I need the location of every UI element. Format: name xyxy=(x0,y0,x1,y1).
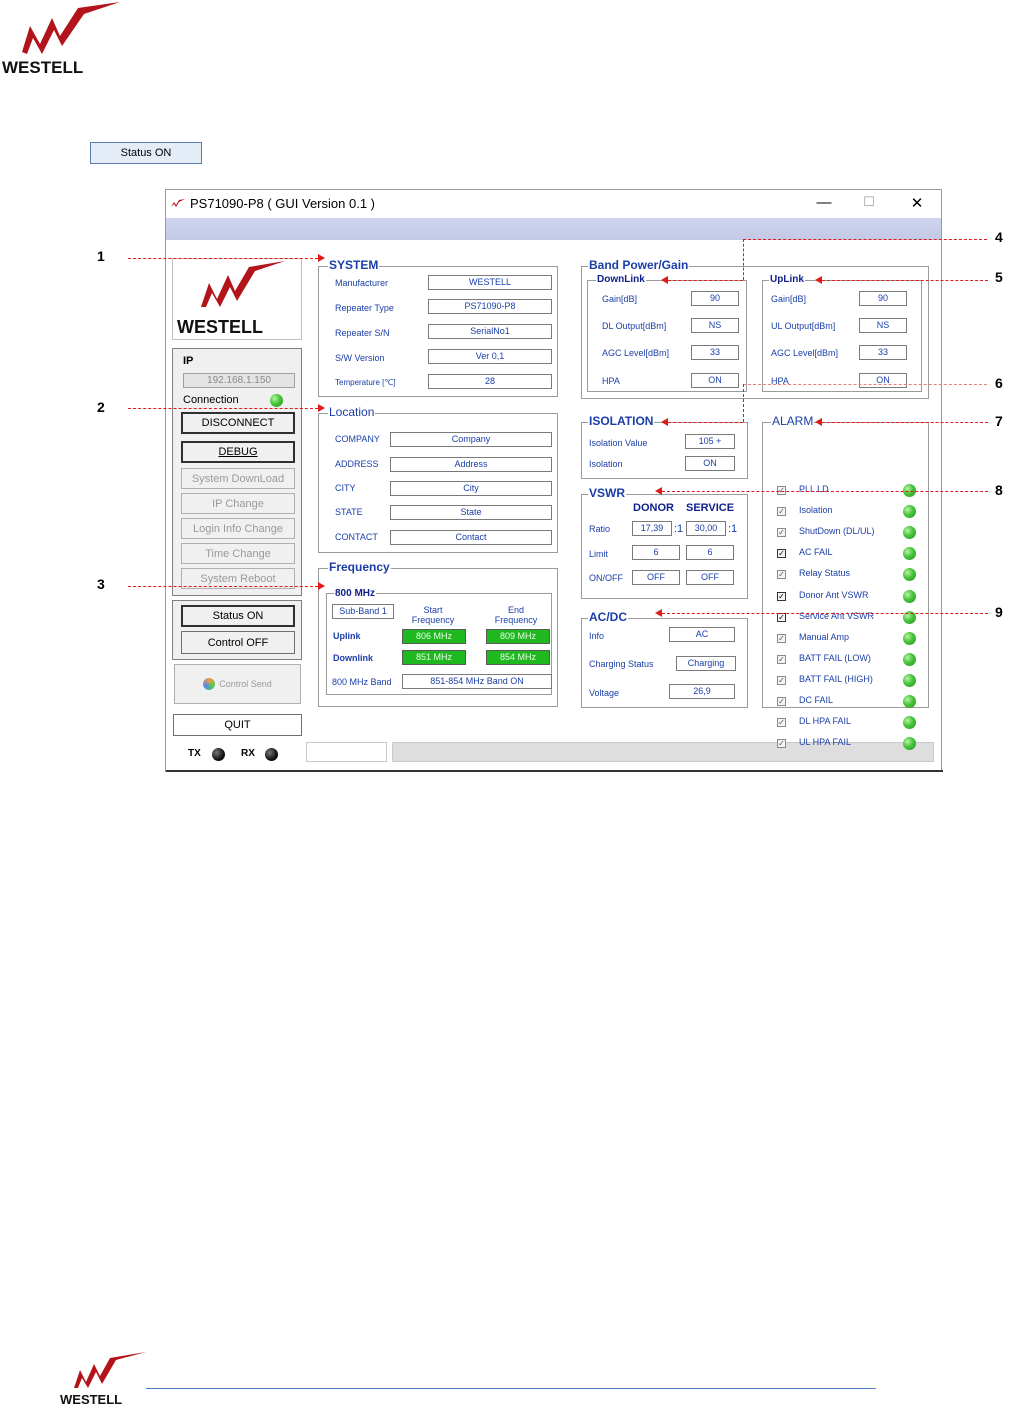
status-on-button-top[interactable]: Status ON xyxy=(90,142,202,164)
donor-onoff-field[interactable]: OFF xyxy=(632,570,680,585)
dl-hpa-field[interactable]: ON xyxy=(691,373,739,388)
westell-w-mark-icon xyxy=(187,261,287,311)
callout-7-arrow xyxy=(815,418,822,426)
connection-label: Connection xyxy=(183,394,239,406)
dl-gain-field[interactable]: 90 xyxy=(691,291,739,306)
palette-icon xyxy=(203,678,215,690)
city-field[interactable]: City xyxy=(390,481,552,496)
callout-4-arrow xyxy=(661,276,668,284)
uplink-start-field[interactable]: 806 MHz xyxy=(402,629,466,644)
alarm-status-led xyxy=(903,653,916,666)
charging-field[interactable]: Charging xyxy=(676,656,736,671)
alarm-checkbox[interactable]: ✓ xyxy=(778,570,785,580)
repeater-type-field[interactable]: PS71090-P8 xyxy=(428,299,552,314)
ul-agc-field[interactable]: 33 xyxy=(859,345,907,360)
debug-button[interactable]: DEBUG xyxy=(181,441,295,463)
repeater-sn-label: Repeater S/N xyxy=(335,328,390,338)
ratio-label: Ratio xyxy=(589,524,611,534)
downlink-start-field[interactable]: 851 MHz xyxy=(402,650,466,665)
callout-9-arrow xyxy=(655,609,662,617)
isolation-state-label: Isolation xyxy=(589,459,623,469)
system-download-button[interactable]: System DownLoad xyxy=(181,468,295,489)
alarm-checkbox[interactable]: ✓ xyxy=(778,697,785,706)
acdc-title: AC/DC xyxy=(589,610,627,624)
title-bar xyxy=(166,190,941,218)
service-onoff-field[interactable]: OFF xyxy=(686,570,734,585)
status-field xyxy=(306,742,387,762)
dl-agc-label: AGC Level[dBm] xyxy=(602,348,670,358)
donor-ratio-suffix: :1 xyxy=(674,523,684,535)
donor-header: DONOR xyxy=(633,502,674,514)
contact-label: CONTACT xyxy=(335,532,378,542)
brand-name-top: WESTELL xyxy=(2,58,84,77)
alarm-label: Manual Amp xyxy=(799,631,850,642)
connection-status-led xyxy=(270,394,283,407)
ip-change-button[interactable]: IP Change xyxy=(181,493,295,514)
alarm-title: ALARM xyxy=(772,414,814,428)
alarm-label: DC FAIL xyxy=(799,695,834,705)
callout-8-arrow xyxy=(655,487,662,495)
isolation-value-field[interactable]: 105 + xyxy=(685,434,735,449)
alarm-label: Service Ant VSWR xyxy=(799,610,875,621)
login-info-change-button[interactable]: Login Info Change xyxy=(181,518,295,539)
westell-logo-footer xyxy=(56,1352,148,1408)
window-title: PS71090-P8 ( GUI Version 0.1 ) xyxy=(190,196,375,211)
alarm-checkbox[interactable]: ✓ xyxy=(778,718,785,728)
end-frequency-header: End Frequency xyxy=(494,605,538,625)
close-button[interactable]: ✕ xyxy=(910,195,924,212)
left-logo-box xyxy=(172,258,302,340)
voltage-label: Voltage xyxy=(589,688,620,698)
alarm-checkbox[interactable]: ✓ xyxy=(778,528,785,538)
ip-label: IP xyxy=(183,355,194,367)
ul-agc-label: AGC Level[dBm] xyxy=(771,348,839,358)
connection-panel xyxy=(172,348,302,596)
ul-output-field[interactable]: NS xyxy=(859,318,907,333)
service-ratio-field[interactable]: 30,00 xyxy=(686,521,726,536)
rx-label: RX xyxy=(241,748,255,759)
brand-name-footer: WESTELL xyxy=(60,1392,123,1407)
limit-label: Limit xyxy=(589,549,609,559)
quit-button[interactable]: QUIT xyxy=(173,714,302,736)
onoff-label: ON/OFF xyxy=(589,573,623,583)
ip-field[interactable]: 192.168.1.150 xyxy=(183,373,295,388)
callout-5-line xyxy=(822,280,988,281)
dl-gain-label: Gain[dB] xyxy=(602,294,638,304)
alarm-checkbox[interactable]: ✓ xyxy=(778,633,785,643)
callout-6-line-h xyxy=(743,384,987,385)
vswr-title: VSWR xyxy=(589,486,625,500)
callout-1: 1 xyxy=(97,248,105,264)
callout-1-arrow xyxy=(318,254,325,262)
band-800-field[interactable]: 851-854 MHz Band ON xyxy=(402,674,552,689)
westell-w-mark-icon xyxy=(0,0,125,60)
ul-hpa-label: HPA xyxy=(771,376,789,386)
donor-limit-field[interactable]: 6 xyxy=(632,545,680,560)
address-label: ADDRESS xyxy=(335,459,379,469)
callout-3-line xyxy=(128,586,318,587)
company-label: COMPANY xyxy=(335,434,380,444)
minimize-button[interactable]: — xyxy=(816,194,832,211)
donor-ratio-field[interactable]: 17,39 xyxy=(632,521,672,536)
client-area xyxy=(166,240,941,771)
callout-3-arrow xyxy=(318,582,325,590)
alarm-status-led xyxy=(903,695,916,708)
alarm-group xyxy=(762,422,929,708)
band-800-title: 800 MHz xyxy=(335,588,376,599)
callout-2-line xyxy=(128,408,318,409)
callout-2-arrow xyxy=(318,404,325,412)
alarm-label: AC FAIL xyxy=(799,547,833,558)
time-change-button[interactable]: Time Change xyxy=(181,543,295,564)
company-field[interactable]: Company xyxy=(390,432,552,447)
repeater-type-label: Repeater Type xyxy=(335,303,394,313)
maximize-button[interactable]: ☐ xyxy=(863,194,875,209)
ul-gain-label: Gain[dB] xyxy=(771,294,807,304)
repeater-sn-field[interactable]: SerialNo1 xyxy=(428,324,552,339)
service-header: SERVICE xyxy=(686,502,735,514)
charging-label: Charging Status xyxy=(589,659,654,669)
alarm-label: BATT FAIL (LOW) xyxy=(799,652,871,663)
sw-version-label: S/W Version xyxy=(335,353,385,363)
system-title: SYSTEM xyxy=(329,258,379,272)
sw-version-field[interactable]: Ver 0,1 xyxy=(428,349,552,364)
callout-5: 5 xyxy=(995,269,1003,285)
status-bar xyxy=(392,742,934,762)
info-field[interactable]: AC xyxy=(669,627,735,642)
callout-9-line xyxy=(662,613,988,614)
band-power-title: Band Power/Gain xyxy=(589,258,689,272)
mode-panel xyxy=(172,600,302,660)
ul-hpa-field[interactable]: ON xyxy=(859,373,907,388)
alarm-checkbox[interactable]: ✓ xyxy=(778,739,785,749)
frequency-title: Frequency xyxy=(329,560,390,574)
band-800-label: 800 MHz Band xyxy=(332,677,392,687)
callout-4: 4 xyxy=(995,229,1003,245)
alarm-status-led xyxy=(903,590,916,603)
app-window xyxy=(165,189,942,772)
location-title: Location xyxy=(329,405,375,419)
alarm-status-led xyxy=(903,632,916,645)
alarm-status-led xyxy=(903,674,916,687)
callout-9: 9 xyxy=(995,604,1003,620)
app-icon xyxy=(170,199,186,209)
rx-led xyxy=(265,748,278,761)
header-strip xyxy=(166,218,941,240)
alarm-checkbox[interactable]: ✓ xyxy=(778,675,785,685)
city-label: CITY xyxy=(335,483,356,493)
service-ratio-suffix: :1 xyxy=(728,523,738,535)
info-label: Info xyxy=(589,631,605,641)
alarm-label: ShutDown (DL/UL) xyxy=(799,526,875,537)
callout-4-line-h xyxy=(743,239,987,240)
downlink-label: Downlink xyxy=(333,653,373,663)
footer-rule xyxy=(146,1388,876,1389)
system-reboot-button[interactable]: System Reboot xyxy=(181,568,295,589)
state-field[interactable]: State xyxy=(390,505,552,520)
alarm-label: Isolation xyxy=(799,505,833,516)
temperature-field[interactable]: 28 xyxy=(428,374,552,389)
address-field[interactable]: Address xyxy=(390,457,552,472)
isolation-value-label: Isolation Value xyxy=(589,438,648,448)
callout-1-line xyxy=(128,258,318,259)
alarm-label: Donor Ant VSWR xyxy=(799,589,869,600)
service-limit-field[interactable]: 6 xyxy=(686,545,734,560)
callout-6: 6 xyxy=(995,375,1003,391)
isolation-state-field[interactable]: ON xyxy=(685,456,735,471)
alarm-checkbox[interactable]: ✓ xyxy=(778,549,785,559)
sub-band-select[interactable]: Sub-Band 1 xyxy=(332,604,394,619)
ul-gain-field[interactable]: 90 xyxy=(859,291,907,306)
alarm-label: PLL LD xyxy=(799,484,829,494)
alarm-checkbox[interactable]: ✓ xyxy=(778,612,785,622)
contact-field[interactable]: Contact xyxy=(390,530,552,545)
callout-6-line-h2 xyxy=(668,422,743,423)
alarm-status-led xyxy=(903,505,916,518)
callout-7-line xyxy=(822,422,988,423)
callout-5-arrow xyxy=(815,276,822,284)
alarm-checkbox[interactable]: ✓ xyxy=(778,486,785,495)
control-send-button[interactable] xyxy=(174,664,301,704)
tx-label: TX xyxy=(188,748,201,759)
uplink-end-field[interactable]: 809 MHz xyxy=(486,629,550,644)
callout-4-line-v xyxy=(743,239,744,280)
alarm-checkbox[interactable]: ✓ xyxy=(778,507,785,517)
isolation-title: ISOLATION xyxy=(589,414,654,428)
window-bottom-border xyxy=(166,770,943,772)
ul-output-label: UL Output[dBm] xyxy=(771,321,836,331)
alarm-label: BATT FAIL (HIGH) xyxy=(799,673,873,684)
downlink-title: DownLink xyxy=(597,274,645,285)
temperature-label: Temperature [℃] xyxy=(335,378,396,387)
uplink-title: UpLink xyxy=(770,274,804,285)
tx-led xyxy=(212,748,225,761)
callout-6-arrow xyxy=(661,418,668,426)
state-label: STATE xyxy=(335,507,363,517)
dl-output-label: DL Output[dBm] xyxy=(602,321,667,331)
callout-8: 8 xyxy=(995,482,1003,498)
status-on-button[interactable]: Status ON xyxy=(181,605,295,627)
westell-logo-top xyxy=(0,0,125,80)
control-off-button[interactable]: Control OFF xyxy=(181,631,295,654)
callout-3: 3 xyxy=(97,576,105,592)
callout-4-line-h2 xyxy=(668,280,743,281)
uplink-label: Uplink xyxy=(333,631,361,641)
voltage-field[interactable]: 26,9 xyxy=(669,684,735,699)
dl-output-field[interactable]: NS xyxy=(691,318,739,333)
alarm-label: Relay Status xyxy=(799,568,851,579)
callout-7: 7 xyxy=(995,413,1003,429)
downlink-end-field[interactable]: 854 MHz xyxy=(486,650,550,665)
westell-w-mark-icon xyxy=(56,1352,148,1392)
alarm-checkbox[interactable]: ✓ xyxy=(778,654,785,664)
dl-hpa-label: HPA xyxy=(602,376,620,386)
alarm-checkbox[interactable]: ✓ xyxy=(778,591,785,601)
alarm-status-led xyxy=(903,716,916,729)
callout-6-line-v xyxy=(743,384,744,422)
manufacturer-label: Manufacturer xyxy=(335,278,389,288)
start-frequency-header: Start Frequency xyxy=(411,605,455,625)
manufacturer-field[interactable]: WESTELL xyxy=(428,275,552,290)
disconnect-button[interactable]: DISCONNECT xyxy=(181,412,295,434)
dl-agc-field[interactable]: 33 xyxy=(691,345,739,360)
left-brand-name: WESTELL xyxy=(177,317,263,337)
callout-2: 2 xyxy=(97,399,105,415)
alarm-label: DL HPA FAIL xyxy=(799,716,852,727)
control-send-label: Control Send xyxy=(219,679,272,689)
callout-8-line xyxy=(662,491,988,492)
alarm-label: UL HPA FAIL xyxy=(799,737,852,748)
